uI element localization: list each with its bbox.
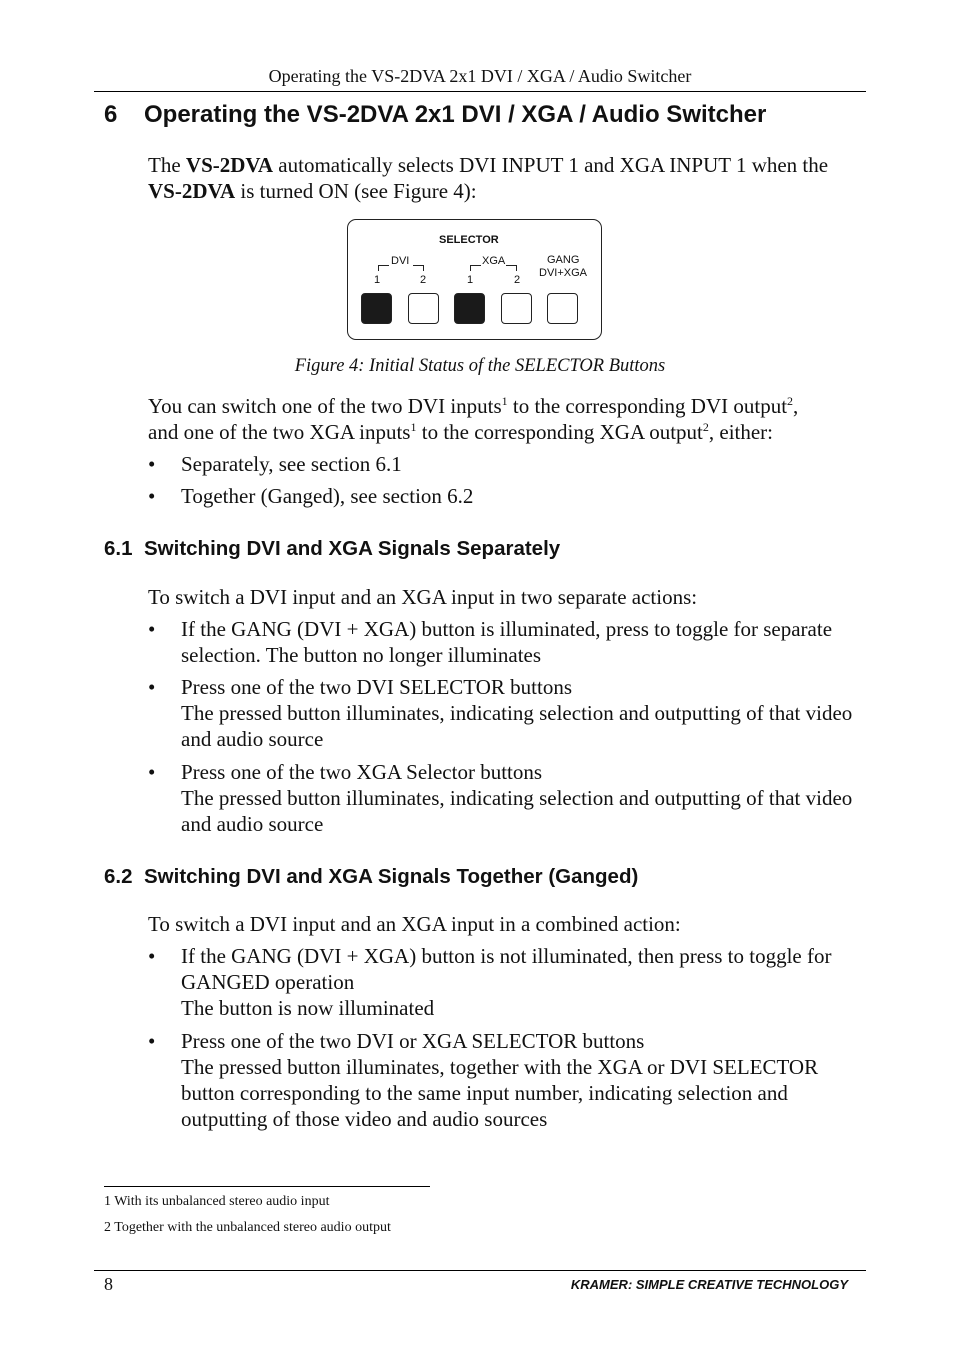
list-item-text — [181, 1028, 861, 1132]
list-line: If the GANG (DVI + XGA) button is illuminated, press to toggle for separate selection. The button no longer illuminates — [181, 617, 833, 667]
list-item-text — [181, 674, 861, 752]
xga-1-label: 1 — [467, 274, 474, 286]
section-title: Switching DVI and XGA Signals Separately — [144, 537, 561, 560]
product-name: VS-2DVA — [148, 179, 236, 203]
xga-group-label: XGA — [482, 255, 506, 267]
product-name: VS-2DVA — [185, 153, 274, 177]
section-number: 6.2 — [104, 865, 133, 888]
text-run: to the corresponding DVI output — [507, 394, 788, 418]
selector-panel-figure — [347, 219, 602, 340]
header-rule — [94, 91, 866, 92]
switch-line-1 — [148, 393, 860, 419]
list-item-text: Together (Ganged), see section 6.2 — [181, 484, 474, 508]
text-run: , — [793, 394, 799, 418]
switch-line-2 — [148, 419, 860, 445]
bullet-glyph: • — [148, 944, 156, 968]
gang-label: GANG — [547, 254, 580, 266]
xga-2-label: 2 — [514, 274, 521, 286]
list-line: Press one of the two XGA Selector buttons — [181, 760, 543, 784]
footnote-ref: 2 — [702, 420, 709, 434]
dvi-1-label: 1 — [374, 274, 381, 286]
section-6-2-heading — [104, 865, 638, 889]
footnote-ref: 1 — [410, 420, 417, 434]
section-number: 6 — [104, 101, 118, 128]
text-run: and one of the two XGA inputs — [148, 420, 411, 444]
dvi-bracket-left — [378, 265, 389, 271]
list-item-text: Separately, see section 6.1 — [181, 452, 402, 476]
list-line: The button is now illuminated — [181, 996, 435, 1020]
footnote-ref: 2 — [787, 394, 794, 408]
dvi-group-label: DVI — [391, 255, 410, 267]
gang-sublabel: DVI+XGA — [539, 267, 587, 279]
text-run: You can switch one of the two DVI inputs — [148, 394, 502, 418]
text-run: automatically selects DVI INPUT 1 and XGA INPUT 1 when the — [273, 153, 829, 177]
intro-paragraph — [148, 152, 860, 204]
xga-2-button — [501, 293, 532, 324]
text-run: is turned ON (see Figure 4): — [235, 179, 477, 203]
list-item-text — [181, 616, 861, 668]
xga-1-button-illuminated — [454, 293, 485, 324]
bullet-glyph: • — [148, 1029, 156, 1053]
footer-rule — [94, 1270, 866, 1271]
text-run: , either: — [708, 420, 774, 444]
section-6-2-intro: To switch a DVI input and an XGA input in a combined action: — [148, 912, 681, 936]
bullet-glyph: • — [148, 760, 156, 784]
section-6-heading — [104, 101, 766, 129]
xga-bracket-right — [506, 265, 517, 271]
footnote-rule — [104, 1186, 430, 1187]
list-line: If the GANG (DVI + XGA) button is not illuminated, then press to toggle for GANGED operation — [181, 944, 832, 994]
list-line: The pressed button illuminates, indicating selection and outputting of that video and audio source — [181, 701, 853, 751]
gang-button — [547, 293, 578, 324]
page-number: 8 — [104, 1274, 113, 1294]
panel-title: SELECTOR — [439, 234, 499, 246]
list-line: The pressed button illuminates, indicating selection and outputting of that video and audio source — [181, 786, 853, 836]
list-item-text — [181, 943, 861, 1021]
list-line: The pressed button illuminates, together with the XGA or DVI SELECTOR button corresponding to the same input number, indicating selection and outputting of those video and audio sources — [181, 1055, 819, 1131]
footnote-ref: 1 — [501, 394, 508, 408]
text-run: The — [148, 153, 186, 177]
bullet-glyph: • — [148, 484, 156, 508]
section-title: Operating the VS-2DVA 2x1 DVI / XGA / Audio Switcher — [144, 101, 767, 128]
list-line: Press one of the two DVI SELECTOR buttons — [181, 675, 573, 699]
switch-paragraph — [148, 393, 860, 445]
bullet-glyph: • — [148, 617, 156, 641]
xga-bracket-left — [470, 265, 481, 271]
dvi-1-button-illuminated — [361, 293, 392, 324]
dvi-2-button — [408, 293, 439, 324]
dvi-2-label: 2 — [420, 274, 427, 286]
footnote-2: 2 Together with the unbalanced stereo audio output — [104, 1220, 391, 1235]
footnote-1: 1 With its unbalanced stereo audio input — [104, 1194, 330, 1209]
bullet-glyph: • — [148, 675, 156, 699]
list-line: Press one of the two DVI or XGA SELECTOR buttons — [181, 1029, 645, 1053]
running-header: Operating the VS-2DVA 2x1 DVI / XGA / Audio Switcher — [268, 66, 692, 86]
bullet-glyph: • — [148, 452, 156, 476]
dvi-bracket-right — [413, 265, 424, 271]
section-number: 6.1 — [104, 537, 133, 560]
section-6-1-heading — [104, 537, 560, 561]
figure-caption: Figure 4: Initial Status of the SELECTOR Buttons — [294, 356, 666, 376]
footer-brand: KRAMER: SIMPLE CREATIVE TECHNOLOGY — [570, 1277, 848, 1292]
text-run: to the corresponding XGA output — [416, 420, 703, 444]
list-item-text — [181, 759, 861, 837]
section-title: Switching DVI and XGA Signals Together (Ganged) — [144, 865, 639, 888]
section-6-1-intro: To switch a DVI input and an XGA input in two separate actions: — [148, 585, 698, 609]
